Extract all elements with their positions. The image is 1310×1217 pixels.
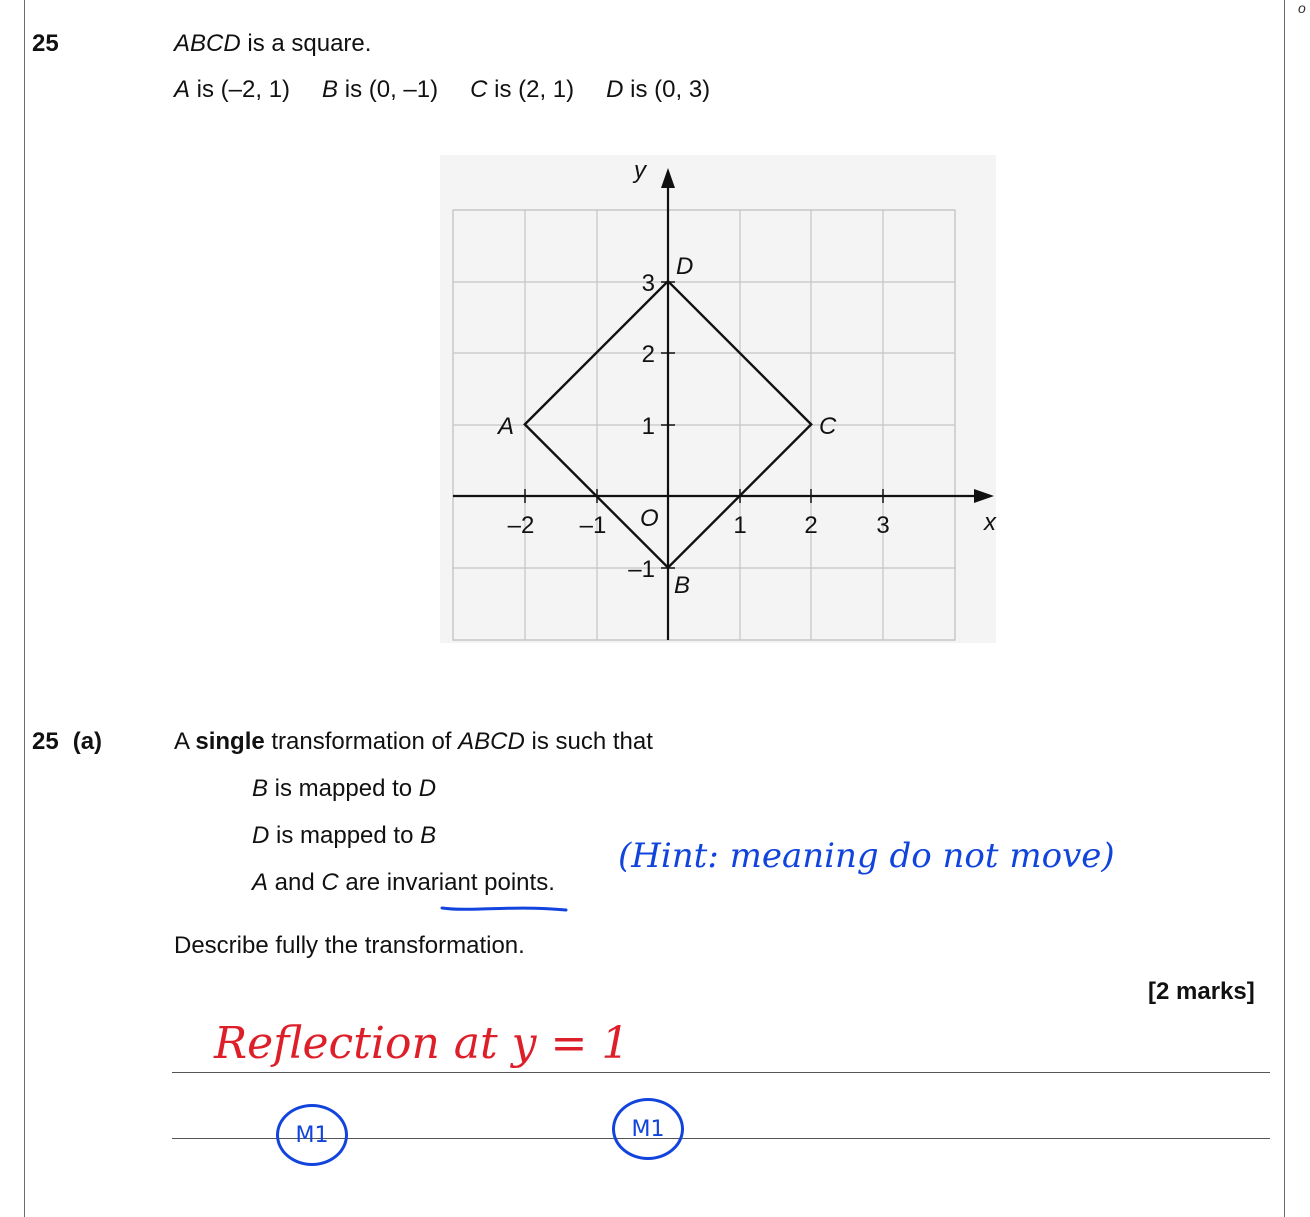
handwritten-underline — [440, 902, 570, 916]
marks-label: [2 marks] — [1148, 978, 1255, 1005]
left-margin-rule — [24, 0, 25, 1217]
x-tick-label: 2 — [804, 512, 818, 539]
point-d-label: D — [606, 76, 624, 103]
emphasis-single: single — [195, 728, 265, 755]
graph-background — [440, 155, 996, 643]
question-number: 25 — [32, 30, 59, 57]
vertex-label-b: B — [674, 572, 691, 599]
condition-d-to-b: D is mapped to B — [252, 822, 437, 849]
vertex-label-d: D — [676, 253, 694, 280]
condition-b-to-d: B is mapped to D — [252, 775, 437, 802]
origin-label: O — [640, 505, 659, 532]
y-tick-label: 2 — [641, 341, 655, 368]
square-name: ABCD — [174, 30, 241, 57]
square-name-inline: ABCD — [458, 728, 525, 755]
answer-line-1 — [172, 1072, 1270, 1073]
instruction: Describe fully the transformation. — [174, 932, 525, 959]
y-tick-label: 3 — [641, 270, 655, 297]
part-a-statement: A single transformation of ABCD is such that — [174, 728, 653, 755]
point-b-coords: is (0, –1) — [338, 76, 439, 103]
coordinates-line — [174, 76, 710, 104]
x-tick-label: 1 — [733, 512, 747, 539]
point-a-label: A — [174, 76, 191, 103]
y-axis-label: y — [634, 157, 646, 184]
corner-mark: o — [1298, 0, 1306, 16]
part-question-number: 25 (a) — [32, 728, 103, 755]
square-intro-text: is a square. — [240, 30, 372, 57]
handwritten-hint: (Hint: meaning do not move) — [618, 836, 1115, 876]
point-a-coords: is (–2, 1) — [190, 76, 291, 103]
x-tick-label: –1 — [579, 512, 607, 539]
mark-circle-1: M1 — [276, 1104, 348, 1166]
point-d-coords: is (0, 3) — [623, 76, 711, 103]
mark-circle-2: M1 — [612, 1098, 684, 1160]
y-tick-label: 1 — [641, 413, 655, 440]
x-tick-label: –2 — [507, 512, 535, 539]
y-tick-label: –1 — [628, 556, 655, 583]
part-label: (a) — [72, 728, 103, 755]
x-tick-label: 3 — [876, 512, 890, 539]
vertex-label-c: C — [819, 413, 837, 440]
condition-invariant: A and C are invariant points. — [252, 869, 555, 896]
point-b-label: B — [322, 76, 339, 103]
handwritten-answer: Reflection at y = 1 — [214, 1018, 630, 1069]
point-c-label: C — [470, 76, 488, 103]
point-c-coords: is (2, 1) — [487, 76, 575, 103]
right-margin-rule — [1284, 0, 1285, 1217]
question-intro — [174, 30, 371, 58]
x-axis-label: x — [984, 509, 996, 536]
coordinate-graph — [440, 150, 1000, 650]
vertex-label-a: A — [498, 413, 515, 440]
